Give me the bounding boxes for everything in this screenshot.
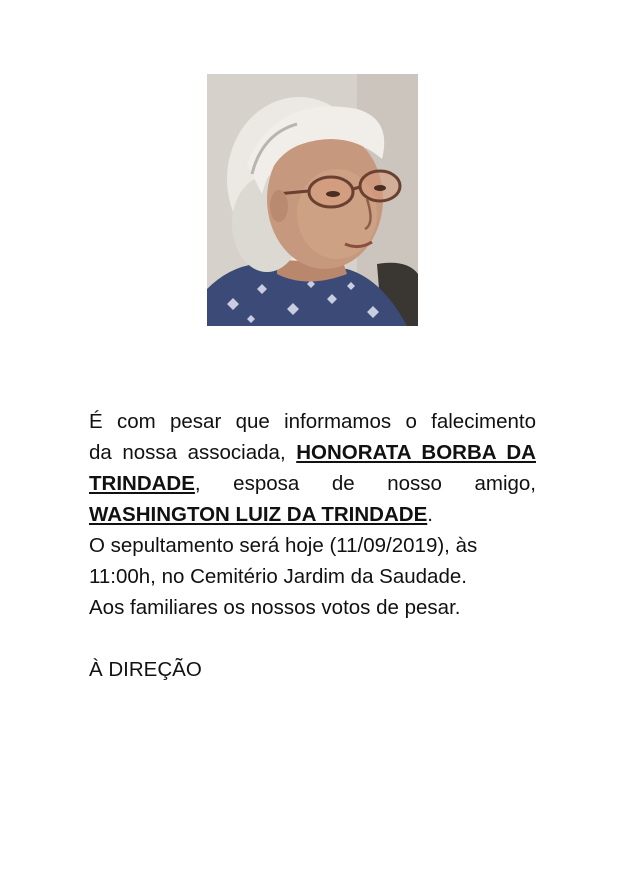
notice-line-5: O sepultamento será hoje (11/09/2019), às: [89, 534, 478, 557]
signature: À DIREÇÃO: [89, 658, 202, 681]
notice-line-1: [89, 406, 536, 437]
portrait-illustration: [207, 74, 418, 326]
spouse-name: WASHINGTON LUIZ DA TRINDADE: [89, 503, 428, 526]
notice-text: É com pesar que informamos o falecimento: [89, 410, 536, 433]
notice-line-6: 11:00h, no Cemitério Jardim da Saudade.: [89, 565, 467, 588]
notice-text: .: [427, 503, 433, 526]
deceased-name-part2: TRINDADE: [89, 472, 195, 495]
portrait-photo: [207, 74, 418, 326]
notice-text: da nossa associada,: [89, 441, 297, 464]
obituary-notice: [89, 406, 536, 623]
deceased-name-part1: HONORATA BORBA DA: [296, 441, 536, 464]
notice-line-7: Aos familiares os nossos votos de pesar.: [89, 596, 461, 619]
notice-line-3: [89, 468, 536, 499]
notice-line-4: [89, 499, 536, 530]
notice-text: , esposa de nosso amigo,: [194, 472, 536, 495]
notice-line-2: [89, 437, 536, 468]
